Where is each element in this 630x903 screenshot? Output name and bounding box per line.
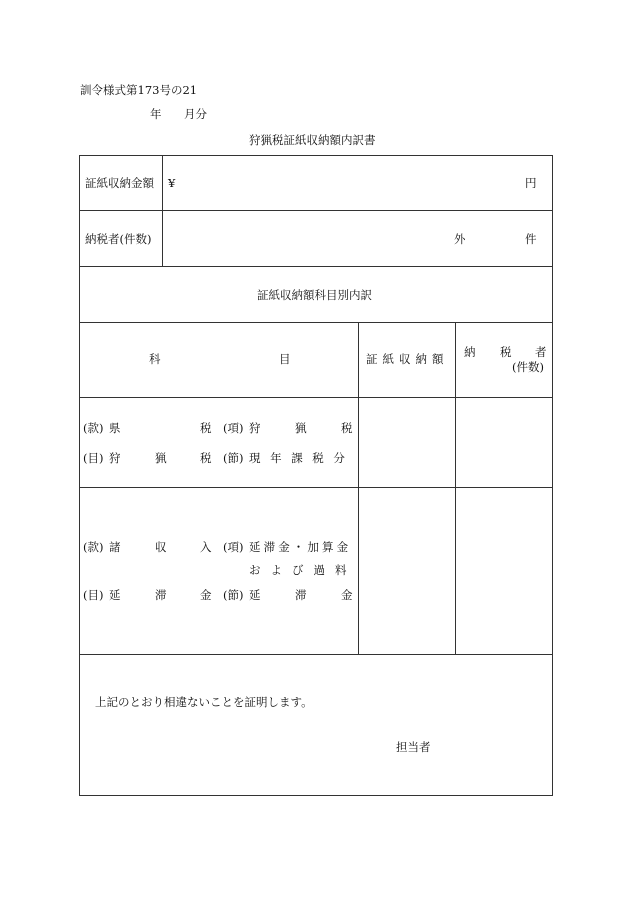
kan-char: 収 bbox=[155, 540, 167, 554]
moku-char: 税 bbox=[200, 451, 212, 465]
row-divider bbox=[79, 266, 553, 267]
setsu-prefix: (節) bbox=[223, 588, 244, 602]
kan-prefix: (款) bbox=[83, 540, 104, 554]
col-subject-char-2: 目 bbox=[279, 352, 291, 366]
kou-char: 税 bbox=[341, 421, 353, 435]
kan-prefix: (款) bbox=[83, 421, 104, 435]
form-number: 訓令様式第173号の21 bbox=[80, 83, 198, 97]
kou-line-2: および過料 bbox=[249, 563, 357, 577]
breakdown-section-title: 証紙収納額科目別内訳 bbox=[257, 288, 372, 302]
row-divider bbox=[79, 397, 553, 398]
month-label: 月分 bbox=[184, 107, 207, 121]
col-taxpayers-char-1: 納 bbox=[464, 345, 476, 359]
table-border-top bbox=[79, 155, 553, 156]
amount-unit: 円 bbox=[525, 176, 537, 190]
year-label: 年 bbox=[150, 107, 162, 121]
row-divider bbox=[79, 654, 553, 655]
taxpayers-unit: 件 bbox=[525, 232, 537, 246]
taxpayers-label: 納税者(件数) bbox=[85, 232, 152, 246]
column-divider bbox=[358, 322, 359, 655]
taxpayers-other-label: 外 bbox=[454, 232, 466, 246]
moku-char: 延 bbox=[109, 588, 121, 602]
col-taxpayers-char-2: 税 bbox=[500, 345, 512, 359]
moku-prefix: (目) bbox=[83, 588, 104, 602]
column-divider bbox=[455, 322, 456, 655]
amount-currency: ¥ bbox=[168, 176, 176, 190]
column-divider bbox=[162, 155, 163, 267]
setsu-char: 滞 bbox=[295, 588, 307, 602]
person-in-charge-label: 担当者 bbox=[396, 740, 431, 754]
col-taxpayers-count: (件数) bbox=[512, 360, 544, 374]
col-taxpayers-char-3: 者 bbox=[535, 345, 547, 359]
kan-char: 入 bbox=[200, 540, 212, 554]
amount-label: 証紙収納金額 bbox=[85, 176, 154, 190]
kan-char: 税 bbox=[200, 421, 212, 435]
table-border-bottom bbox=[79, 795, 553, 796]
kan-char: 県 bbox=[109, 421, 121, 435]
table-border-right bbox=[552, 155, 553, 796]
kou-line-1: 延滞金・加算金 bbox=[249, 540, 352, 554]
table-border-left bbox=[79, 155, 80, 796]
setsu-prefix: (節) bbox=[223, 451, 244, 465]
row-divider bbox=[79, 322, 553, 323]
col-stamp-amount: 証紙収納額 bbox=[366, 352, 449, 366]
moku-char: 金 bbox=[200, 588, 212, 602]
moku-char: 狩 bbox=[109, 451, 121, 465]
kou-char: 狩 bbox=[249, 421, 261, 435]
kan-char: 諸 bbox=[109, 540, 121, 554]
setsu-char: 金 bbox=[341, 588, 353, 602]
moku-char: 猟 bbox=[155, 451, 167, 465]
row-divider bbox=[79, 487, 553, 488]
row-divider bbox=[79, 210, 553, 211]
kou-char: 猟 bbox=[295, 421, 307, 435]
certification-statement: 上記のとおり相違ないことを証明します。 bbox=[95, 695, 313, 709]
kou-prefix: (項) bbox=[223, 421, 244, 435]
col-subject-char-1: 科 bbox=[149, 352, 161, 366]
kou-prefix: (項) bbox=[223, 540, 244, 554]
setsu-text: 現年課税分 bbox=[249, 451, 355, 465]
moku-prefix: (目) bbox=[83, 451, 104, 465]
page-title: 狩猟税証紙収納額内訳書 bbox=[249, 133, 376, 147]
setsu-char: 延 bbox=[249, 588, 261, 602]
moku-char: 滞 bbox=[155, 588, 167, 602]
